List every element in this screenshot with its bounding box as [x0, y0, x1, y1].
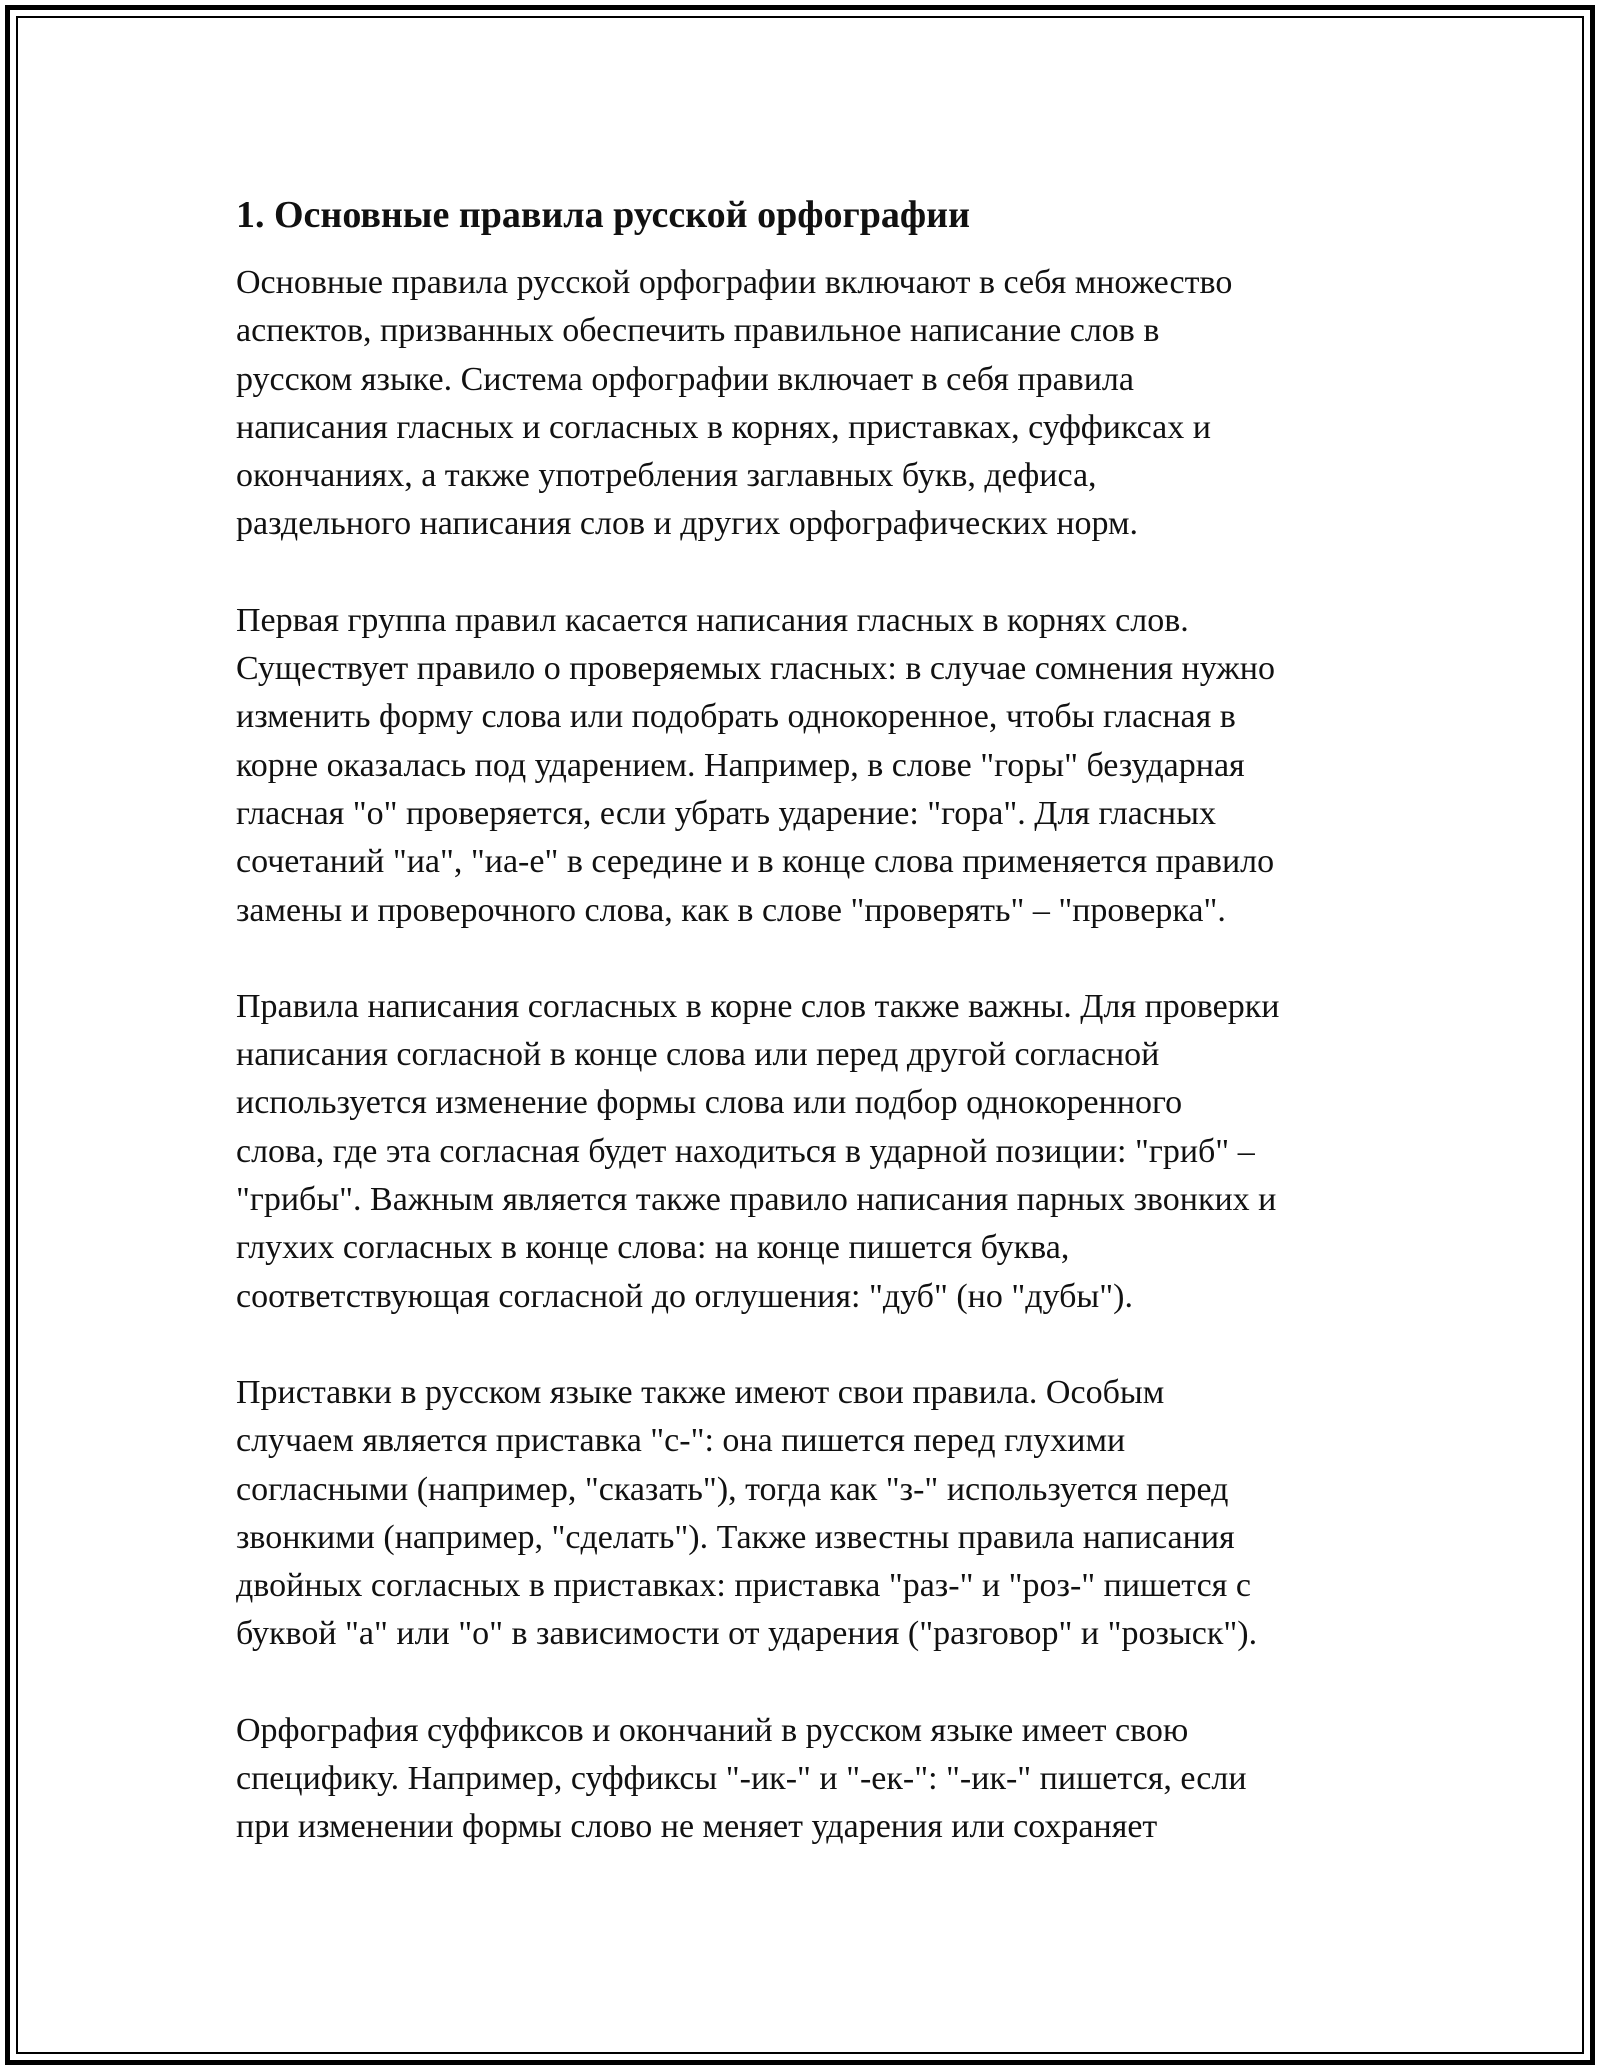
paragraph-prefixes — [236, 1369, 1376, 1659]
text-line: при изменении формы слово не меняет ударения или сохраняет — [236, 1808, 1158, 1846]
text-line: Правила написания согласных в корне слов также важны. Для проверки — [236, 987, 1280, 1025]
text-line: двойных согласных в приставках: приставка "раз-" и "роз-" пишется с — [236, 1567, 1251, 1605]
text-line: замены и проверочного слова, как в слове "проверять" – "проверка". — [236, 891, 1226, 929]
paragraph-consonants — [236, 983, 1376, 1321]
text-line: согласными (например, "сказать"), тогда как "з-" используется перед — [236, 1470, 1229, 1508]
section-heading: 1. Основные правила русской орфографии — [236, 194, 970, 236]
text-line: Орфография суффиксов и окончаний в русском языке имеет свою — [236, 1711, 1189, 1749]
text-line: корне оказалась под ударением. Например, в слове "горы" безударная — [236, 746, 1245, 784]
paragraph-intro — [236, 259, 1376, 549]
text-line: окончаниях, а также употребления заглавных букв, дефиса, — [236, 457, 1097, 495]
text-line: сочетаний "иа", "иа-е" в середине и в конце слова применяется правило — [236, 843, 1275, 881]
text-line: Приставки в русском языке также имеют свои правила. Особым — [236, 1373, 1165, 1411]
text-line: русском языке. Система орфографии включает в себя правила — [236, 360, 1134, 398]
text-line: буквой "а" или "о" в зависимости от ударения ("разговор" и "розыск"). — [236, 1615, 1258, 1653]
text-line: звонкими (например, "сделать"). Также известны правила написания — [236, 1518, 1235, 1556]
text-line: гласная "о" проверяется, если убрать ударение: "гора". Для гласных — [236, 794, 1216, 832]
paragraph-suffixes — [236, 1707, 1376, 1852]
text-line: Существует правило о проверяемых гласных: в случае сомнения нужно — [236, 650, 1275, 688]
document-page — [236, 185, 1376, 1852]
text-line: специфику. Например, суффиксы "-ик-" и "-ек-": "-ик-" пишется, если — [236, 1760, 1247, 1798]
text-line: раздельного написания слов и других орфографических норм. — [236, 505, 1139, 543]
text-line: написания гласных и согласных в корнях, приставках, суффиксах и — [236, 408, 1211, 446]
text-line: слова, где эта согласная будет находиться в ударной позиции: "гриб" – — [236, 1132, 1255, 1170]
text-line: аспектов, призванных обеспечить правильное написание слов в — [236, 312, 1160, 350]
text-line: написания согласной в конце слова или перед другой согласной — [236, 1036, 1160, 1074]
text-line: Первая группа правил касается написания гласных в корнях слов. — [236, 601, 1189, 639]
paragraph-vowels — [236, 597, 1376, 935]
text-line: соответствующая согласной до оглушения: "дуб" (но "дубы"). — [236, 1277, 1133, 1315]
text-line: изменить форму слова или подобрать однокоренное, чтобы гласная в — [236, 698, 1236, 736]
text-line: используется изменение формы слова или подбор однокоренного — [236, 1084, 1183, 1122]
text-line: глухих согласных в конце слова: на конце пишется буква, — [236, 1229, 1070, 1267]
text-line: случаем является приставка "с-": она пишется перед глухими — [236, 1422, 1126, 1460]
text-line: "грибы". Важным является также правило написания парных звонких и — [236, 1181, 1277, 1219]
text-line: Основные правила русской орфографии включают в себя множество — [236, 264, 1233, 301]
